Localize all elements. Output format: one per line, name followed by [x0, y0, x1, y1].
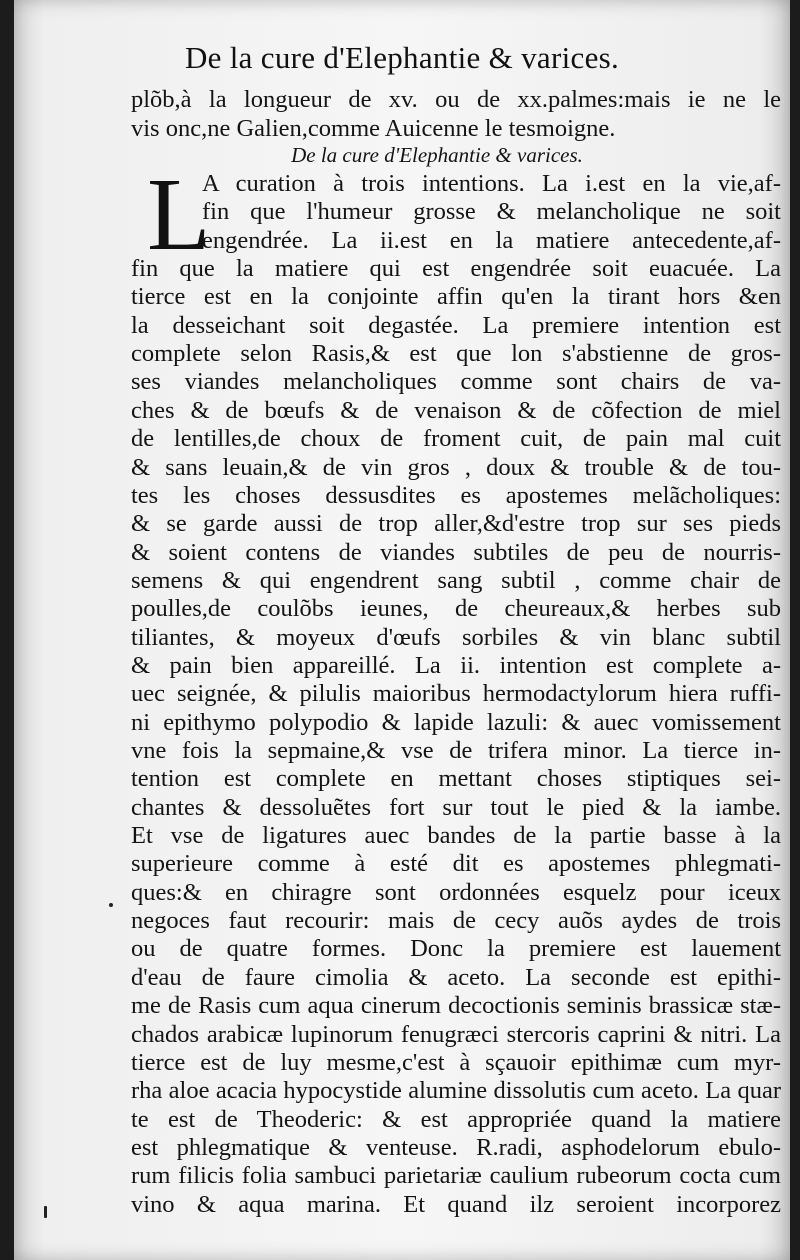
- text-line: chados arabicæ lupinorum fenugræci stercoris caprini & nitri. La: [131, 1020, 781, 1048]
- text-line: & sans leuain,& de vin gros , doux & trouble & de tou-: [131, 453, 781, 481]
- text-line: tention est complete en mettant choses stiptiques sei-: [131, 765, 781, 793]
- text-line: ses viandes melancholiques comme sont chairs de va-: [131, 368, 781, 396]
- text-line: tes les choses dessusdites es apostemes melãcholiques:: [131, 481, 781, 509]
- text-line: chantes & dessoluẽtes fort sur tout le pied & la iambe.: [131, 793, 781, 821]
- text-line: negoces faut recourir: mais de cecy auõs aydes de trois: [131, 907, 781, 935]
- text-line: d'eau de faure cimolia & aceto. La seconde est epithi-: [131, 963, 781, 991]
- text-line: tierce est en la conjointe affin qu'en la tirant hors &en: [131, 283, 781, 311]
- text-line: vne fois la sepmaine,& vse de trifera minor. La tierce in-: [131, 737, 781, 764]
- text-line: rum filicis folia sambuci parietariæ caulium rubeorum cocta cum: [131, 1162, 781, 1190]
- text-line: la desseichant soit degastée. La premiere intention est: [131, 311, 781, 339]
- text-line: vino & aqua marina. Et quand ilz seroient incorporez: [131, 1190, 781, 1218]
- margin-tick-mark: [44, 1206, 47, 1218]
- text-line: fin que la matiere qui est engendrée soit euacuée. La: [131, 255, 781, 283]
- text-line: poulles,de coulõbs ieunes, de cheureaux,& herbes sub: [131, 595, 781, 623]
- text-line: A curation à trois intentions. La i.est en la vie,af-: [202, 170, 781, 197]
- text-line: vis onc,ne Galien,comme Auicenne le tesmoigne.: [131, 115, 616, 142]
- text-line: & soient contens de viandes subtiles de peu de nourris-: [131, 538, 781, 566]
- text-line: semens & qui engendrent sang subtil , comme chair de: [131, 566, 781, 594]
- text-line: te est de Theoderic: & est appropriée quand la matiere: [131, 1105, 781, 1133]
- text-line: plõb,à la longueur de xv. ou de xx.palmes:mais ie ne le: [131, 86, 781, 113]
- text-line: ques:& en chiragre sont ordonnées esquelz pour iceux: [131, 878, 781, 906]
- text-line: ni epithymo polypodio & lapide lazuli: & auec vomissement: [131, 708, 781, 736]
- text-line: fin que l'humeur grosse & melancholique ne soit: [202, 198, 781, 226]
- text-line: de lentilles,de choux de froment cuit, de pain mal cuit: [131, 425, 781, 453]
- text-line: me de Rasis cum aqua cinerum decoctionis seminis brassicæ stæ-: [131, 992, 781, 1020]
- text-line: ou de quatre formes. Donc la premiere est lauement: [131, 935, 781, 963]
- text-line: est phlegmatique & venteuse. R.radi, asphodelorum ebulo-: [131, 1133, 781, 1161]
- drop-cap: L: [147, 157, 211, 272]
- text-line: tierce est de luy mesme,c'est à sçauoir epithimæ cum myr-: [131, 1048, 781, 1076]
- text-line: tiliantes, & moyeux d'œufs sorbiles & vin blanc subtil: [131, 623, 781, 651]
- text-line: engendrée. La ii.est en la matiere antecedente,af-: [202, 226, 781, 254]
- section-title: De la cure d'Elephantie & varices.: [291, 143, 583, 167]
- text-line: superieure comme à esté dit es apostemes phlegmati-: [131, 850, 781, 878]
- text-line: complete selon Rasis,& est que lon s'abstienne de gros-: [131, 340, 781, 368]
- running-head: De la cure d'Elephantie & varices.: [184, 40, 620, 75]
- margin-dot-mark: [109, 903, 113, 907]
- text-line: Et vse de ligatures auec bandes de la partie basse à la: [131, 822, 781, 850]
- text-line: ches & de bœufs & de venaison & de cõfection de miel: [131, 396, 781, 424]
- text-line: & se garde aussi de trop aller,&d'estre trop sur ses pieds: [131, 510, 781, 538]
- text-line: rha aloe acacia hypocystide alumine dissolutis cum aceto. La quar: [131, 1077, 781, 1105]
- text-line: & pain bien appareillé. La ii. intention est complete a-: [131, 651, 781, 679]
- book-page: [14, 0, 790, 1260]
- text-line: uec seignée, & pilulis maioribus hermodactylorum hiera ruffi-: [131, 680, 781, 708]
